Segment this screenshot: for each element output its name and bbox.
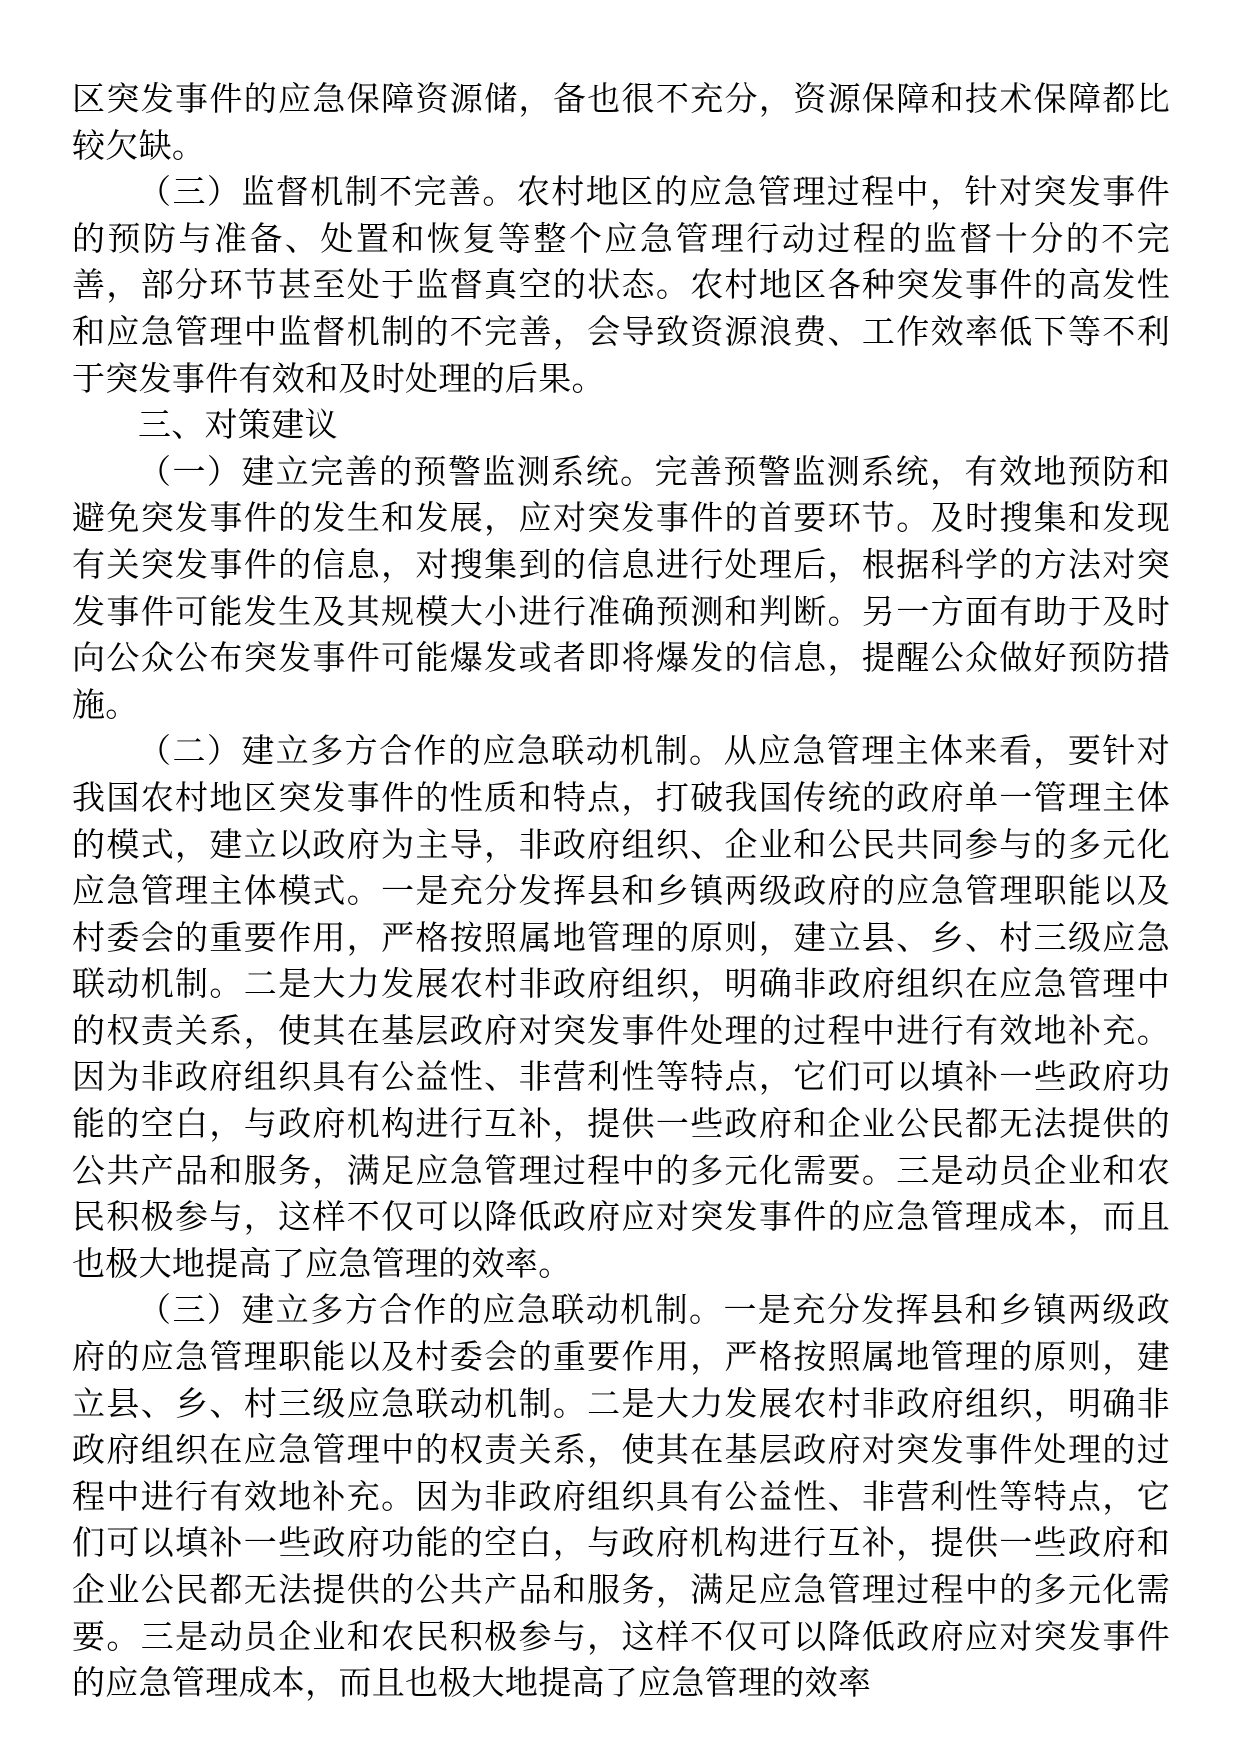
paragraph-continuation: 区突发事件的应急保障资源储，备也很不充分，资源保障和技术保障都比较欠缺。	[72, 79, 1170, 165]
section-heading-countermeasures: 三、对策建议	[138, 405, 338, 445]
paragraph-emergency-linkage-mechanism-repeat: （三）建立多方合作的应急联动机制。一是充分发挥县和乡镇两级政府的应急管理职能以及村委会的重要作用，严格按照属地管理的原则，建立县、乡、村三级应急联动机制。二是大力发展农村非政府组织，明确非政府组织在应急管理中的权责关系，使其在基层政府对突发事件处理的过程中进行有效地补充。因为非政府组织具有公益性、非营利性等特点，它们可以填补一些政府功能的空白，与政府机构进行互补，提供一些政府和企业公民都无法提供的公共产品和服务，满足应急管理过程中的多元化需要。三是动员企业和农民积极参与，这样不仅可以降低政府应对突发事件的应急管理成本，而且也极大地提高了应急管理的效率	[72, 1290, 1170, 1703]
paragraph-emergency-linkage-mechanism: （二）建立多方合作的应急联动机制。从应急管理主体来看，要针对我国农村地区突发事件的性质和特点，打破我国传统的政府单一管理主体的模式，建立以政府为主导，非政府组织、企业和公民共同参与的多元化应急管理主体模式。一是充分发挥县和乡镇两级政府的应急管理职能以及村委会的重要作用，严格按照属地管理的原则，建立县、乡、村三级应急联动机制。二是大力发展农村非政府组织，明确非政府组织在应急管理中的权责关系，使其在基层政府对突发事件处理的过程中进行有效地补充。因为非政府组织具有公益性、非营利性等特点，它们可以填补一些政府功能的空白，与政府机构进行互补，提供一些政府和企业公民都无法提供的公共产品和服务，满足应急管理过程中的多元化需要。三是动员企业和农民积极参与，这样不仅可以降低政府应对突发事件的应急管理成本，而且也极大地提高了应急管理的效率。	[72, 731, 1170, 1283]
paragraph-early-warning-system: （一）建立完善的预警监测系统。完善预警监测系统，有效地预防和避免突发事件的发生和发展，应对突发事件的首要环节。及时搜集和发现有关突发事件的信息，对搜集到的信息进行处理后，根据科学的方法对突发事件可能发生及其规模大小进行准确预测和判断。另一方面有助于及时向公众公布突发事件可能爆发或者即将爆发的信息，提醒公众做好预防措施。	[72, 451, 1170, 724]
paragraph-supervision-mechanism: （三）监督机制不完善。农村地区的应急管理过程中，针对突发事件的预防与准备、处置和恢复等整个应急管理行动过程的监督十分的不完善，部分环节甚至处于监督真空的状态。农村地区各种突发事件的高发性和应急管理中监督机制的不完善，会导致资源浪费、工作效率低下等不利于突发事件有效和及时处理的后果。	[72, 172, 1170, 398]
